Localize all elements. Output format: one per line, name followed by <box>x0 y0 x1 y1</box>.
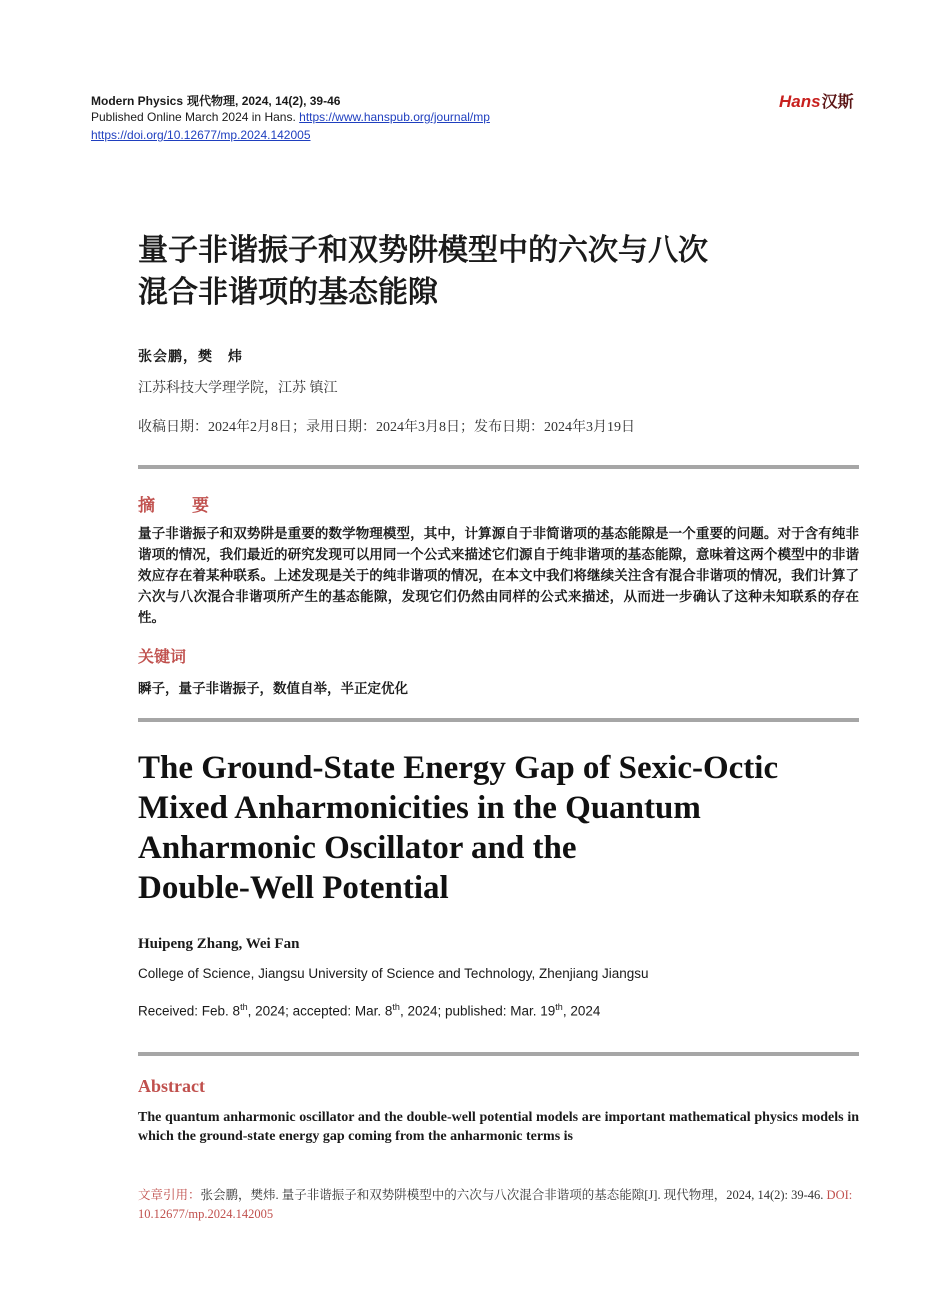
journal-name: Modern Physics <box>91 94 184 108</box>
en-dates <box>138 1002 600 1019</box>
en-title <box>138 748 858 908</box>
citation <box>138 1186 859 1224</box>
citation-doi[interactable]: DOI: 10.12677/mp.2024.142005 <box>138 1188 853 1221</box>
en-abstract-body: The quantum anharmonic oscillator and the double-well potential models are important mathematical physics models in which the ground-state energy gap coming from the anharmonic terms is <box>138 1110 859 1144</box>
published-line <box>91 110 490 124</box>
year-tail: , 2024 <box>562 1003 601 1019</box>
ordinal-suffix: th <box>392 1002 400 1012</box>
cn-keywords-heading: 关键词 <box>138 649 187 666</box>
ordinal-suffix: th <box>555 1002 563 1012</box>
logo-cn-text: 汉斯 <box>821 94 854 111</box>
citation-text: 张会鹏，樊炜. 量子非谐振子和双势阱模型中的六次与八次混合非谐项的基态能隙[J]. 现代物理，2024, 14(2): 39-46. <box>200 1188 824 1202</box>
cn-dates: 收稿日期：2024年2月8日；录用日期：2024年3月8日；发布日期：2024年3月19日 <box>138 420 635 435</box>
citation-label: 文章引用： <box>138 1188 201 1202</box>
accepted-date: , 2024; accepted: Mar. 8 <box>247 1003 393 1019</box>
cn-title-line: 量子非谐振子和双势阱模型中的六次与八次 <box>138 234 708 267</box>
en-title-line: Anharmonic Oscillator and the <box>138 830 577 866</box>
en-authors: Huipeng Zhang, Wei Fan <box>138 936 300 952</box>
en-title-line: Mixed Anharmonicities in the Quantum <box>138 790 701 826</box>
received-date: Received: Feb. 8 <box>138 1003 241 1019</box>
journal-info: 现代物理, 2024, 14(2), 39-46 <box>187 94 341 108</box>
en-title-line: The Ground-State Energy Gap of Sexic-Octic <box>138 750 779 786</box>
doi-line <box>91 128 311 142</box>
journal-link[interactable]: https://www.hanspub.org/journal/mp <box>299 110 490 124</box>
divider <box>138 1052 859 1056</box>
en-abstract-heading: Abstract <box>138 1076 205 1096</box>
cn-title-line: 混合非谐项的基态能隙 <box>138 276 438 309</box>
en-title-line: Double-Well Potential <box>138 870 449 906</box>
published-text: Published Online March 2024 in Hans. <box>91 110 296 124</box>
ordinal-suffix: th <box>240 1002 248 1012</box>
divider <box>138 718 859 722</box>
cn-authors: 张会鹏，樊 炜 <box>138 350 243 365</box>
cn-title <box>138 230 838 314</box>
cn-abstract-heading: 摘 要 <box>138 496 219 515</box>
doi-link[interactable]: https://doi.org/10.12677/mp.2024.142005 <box>91 128 311 142</box>
journal-header <box>91 92 340 109</box>
cn-affiliation: 江苏科技大学理学院，江苏 镇江 <box>138 381 338 396</box>
publisher-logo <box>779 89 854 112</box>
logo-text: Hans <box>779 92 821 111</box>
divider <box>138 465 859 469</box>
cn-abstract-body: 量子非谐振子和双势阱是重要的数学物理模型，其中，计算源自于非简谐项的基态能隙是一个重要的问题。对于含有纯非谐项的情况，我们最近的研究发现可以用同一个公式来描述它们源自于纯非谐项的基态能隙，意味着这两个模型中的非谐效应存在着某种联系。上述发现是关于的纯非谐项的情况，在本文中我们将继续关注含有混合非谐项的情况，我们计算了六次与八次混合非谐项所产生的基态能隙，发现它们仍然由同样的公式来描述，从而进一步确认了这种未知联系的存在性。 <box>138 526 859 625</box>
published-date: , 2024; published: Mar. 19 <box>399 1003 556 1019</box>
en-affiliation: College of Science, Jiangsu University of Science and Technology, Zhenjiang Jiangsu <box>138 966 649 981</box>
cn-keywords: 瞬子，量子非谐振子，数值自举，半正定优化 <box>138 681 408 696</box>
